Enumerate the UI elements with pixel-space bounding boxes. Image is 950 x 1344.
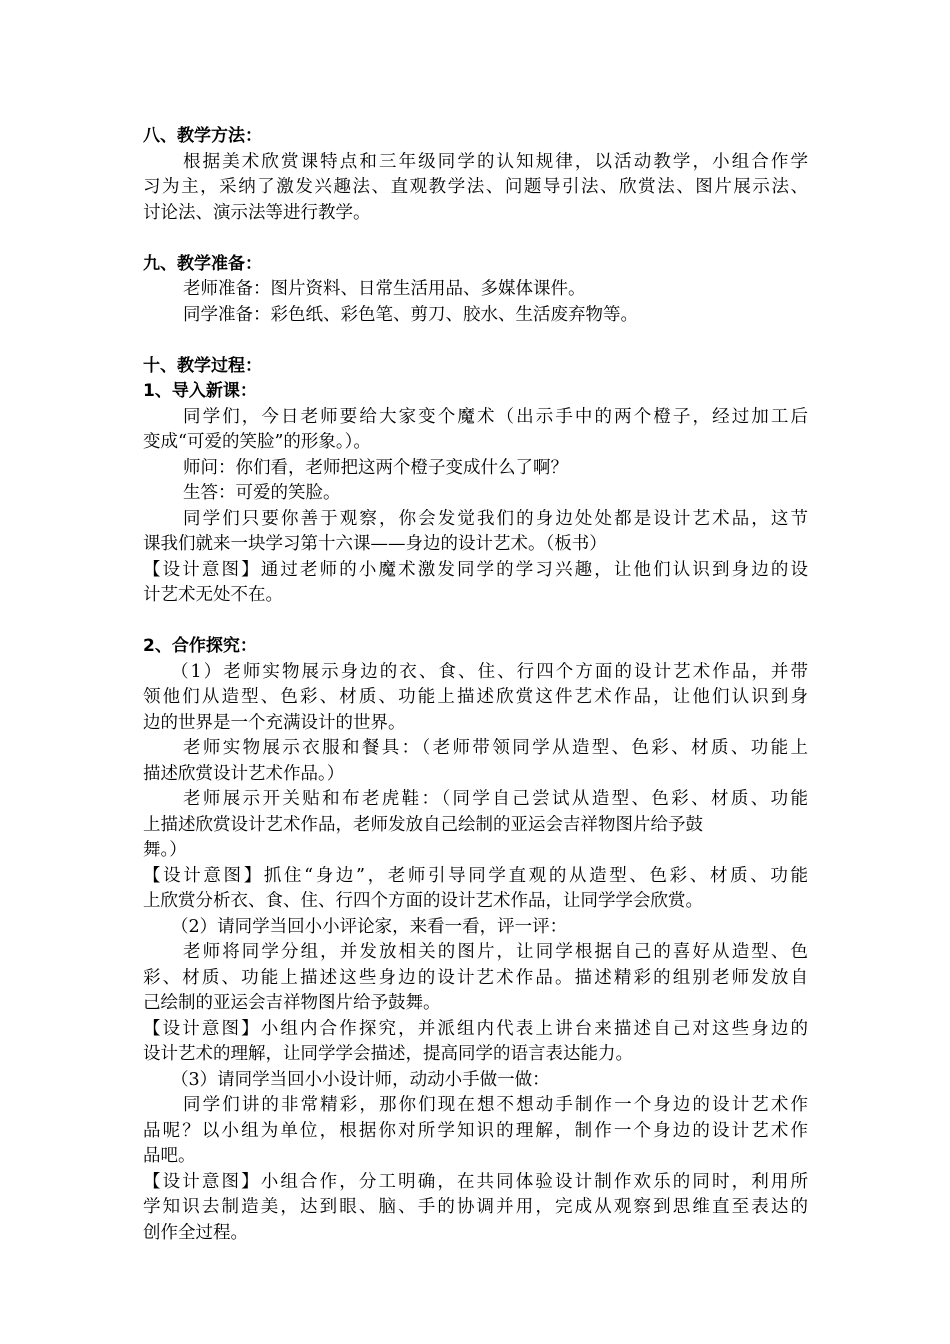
paragraph-line: 生答：可爱的笑脸。 (183, 483, 341, 503)
paragraph-line: 领他们从造型、色彩、材质、功能上描述欣赏这件艺术作品，让他们认识到身 (143, 687, 808, 707)
paragraph-line: 老师将同学分组，并发放相关的图片，让同学根据自己的喜好从造型、色 (183, 942, 808, 962)
section-10-title: 十、教学过程： (143, 355, 262, 376)
design-intent-line: 【设计意图】小组合作，分工明确，在共同体验设计制作欢乐的同时，利用所 (143, 1171, 808, 1192)
paragraph-line: （3）请同学当回小小设计师，动动小手做一做： (171, 1069, 550, 1090)
design-intent-line: 【设计意图】抓住“身边”，老师引导同学直观的从造型、色彩、材质、功能 (143, 865, 808, 886)
section-8-title: 八、教学方法： (143, 126, 262, 146)
design-intent-line: 计艺术无处不在。 (143, 585, 283, 605)
paragraph-line: 讨论法、演示法等进行教学。 (143, 202, 371, 223)
subsection-2-title: 2、合作探究： (143, 636, 257, 656)
section-9-title: 九、教学准备： (143, 253, 262, 274)
design-intent-line: 学知识去制造美，达到眼、脑、手的协调并用，完成从观察到思维直至表达的 (143, 1197, 808, 1217)
spacer (143, 609, 808, 635)
paragraph-line: 品呢？以小组为单位，根据你对所学知识的理解，制作一个身边的设计艺术作 (143, 1120, 808, 1141)
spacer (143, 328, 808, 354)
design-intent-line: 设计艺术的理解，让同学学会描述，提高同学的语言表达能力。 (143, 1044, 633, 1064)
paragraph-line: 同学们只要你善于观察，你会发觉我们的身边处处都是设计艺术品，这节 (183, 508, 808, 529)
subsection-1-title: 1、导入新课： (143, 381, 257, 401)
paragraph-line: （1）老师实物展示身边的衣、食、住、行四个方面的设计艺术作品，并带 (171, 661, 808, 682)
paragraph-line: 己绘制的亚运会吉祥物图片给予鼓舞。 (143, 993, 441, 1013)
spacer (143, 226, 808, 252)
paragraph-line: 习为主，采纳了激发兴趣法、直观教学法、问题导引法、欣赏法、图片展示法、 (143, 177, 808, 197)
paragraph-line: 课我们就来一块学习第十六课——身边的设计艺术。（板书） (143, 534, 607, 554)
teacher-preparation: 老师准备：图片资料、日常生活用品、多媒体课件。 (183, 279, 586, 299)
paragraph-line: 师问：你们看，老师把这两个橙子变成什么了啊？ (183, 457, 568, 478)
design-intent-line: 【设计意图】小组内合作探究，并派组内代表上讲台来描述自己对这些身边的 (143, 1018, 808, 1039)
paragraph-line: 同学们，今日老师要给大家变个魔术（出示手中的两个橙子，经过加工后 (183, 406, 808, 427)
document-page (143, 124, 808, 1246)
paragraph-line: 老师实物展示衣服和餐具：（老师带领同学从造型、色彩、材质、功能上 (183, 738, 808, 758)
paragraph-line: 同学们讲的非常精彩，那你们现在想不想动手制作一个身边的设计艺术作 (183, 1095, 808, 1115)
paragraph-line: 上描述欣赏设计艺术作品，老师发放自己绘制的亚运会吉祥物图片给予鼓 (143, 814, 703, 835)
paragraph-line: （2）请同学当回小小评论家，来看一看，评一评： (171, 916, 568, 937)
paragraph-line: 边的世界是一个充满设计的世界。 (143, 712, 406, 733)
design-intent-line: 【设计意图】通过老师的小魔术激发同学的学习兴趣，让他们认识到身边的设 (143, 559, 808, 580)
paragraph-line: 变成“可爱的笑脸”的形象。）。 (143, 432, 371, 452)
paragraph-line: 描述欣赏设计艺术作品。） (143, 763, 345, 784)
paragraph-line: 品吧。 (143, 1146, 196, 1166)
student-preparation: 同学准备：彩色纸、彩色笔、剪刀、胶水、生活废弃物等。 (183, 304, 638, 325)
paragraph-line: 老师展示开关贴和布老虎鞋：（同学自己尝试从造型、色彩、材质、功能 (183, 789, 808, 809)
design-intent-line: 上欣赏分析衣、食、住、行四个方面的设计艺术作品，让同学学会欣赏。 (143, 891, 703, 911)
paragraph-line: 舞。） (143, 840, 187, 860)
design-intent-line: 创作全过程。 (143, 1222, 248, 1243)
paragraph-line: 彩、材质、功能上描述这些身边的设计艺术作品。描述精彩的组别老师发放自 (143, 967, 808, 988)
paragraph-line: 根据美术欣赏课特点和三年级同学的认知规律，以活动教学，小组合作学 (183, 151, 808, 172)
